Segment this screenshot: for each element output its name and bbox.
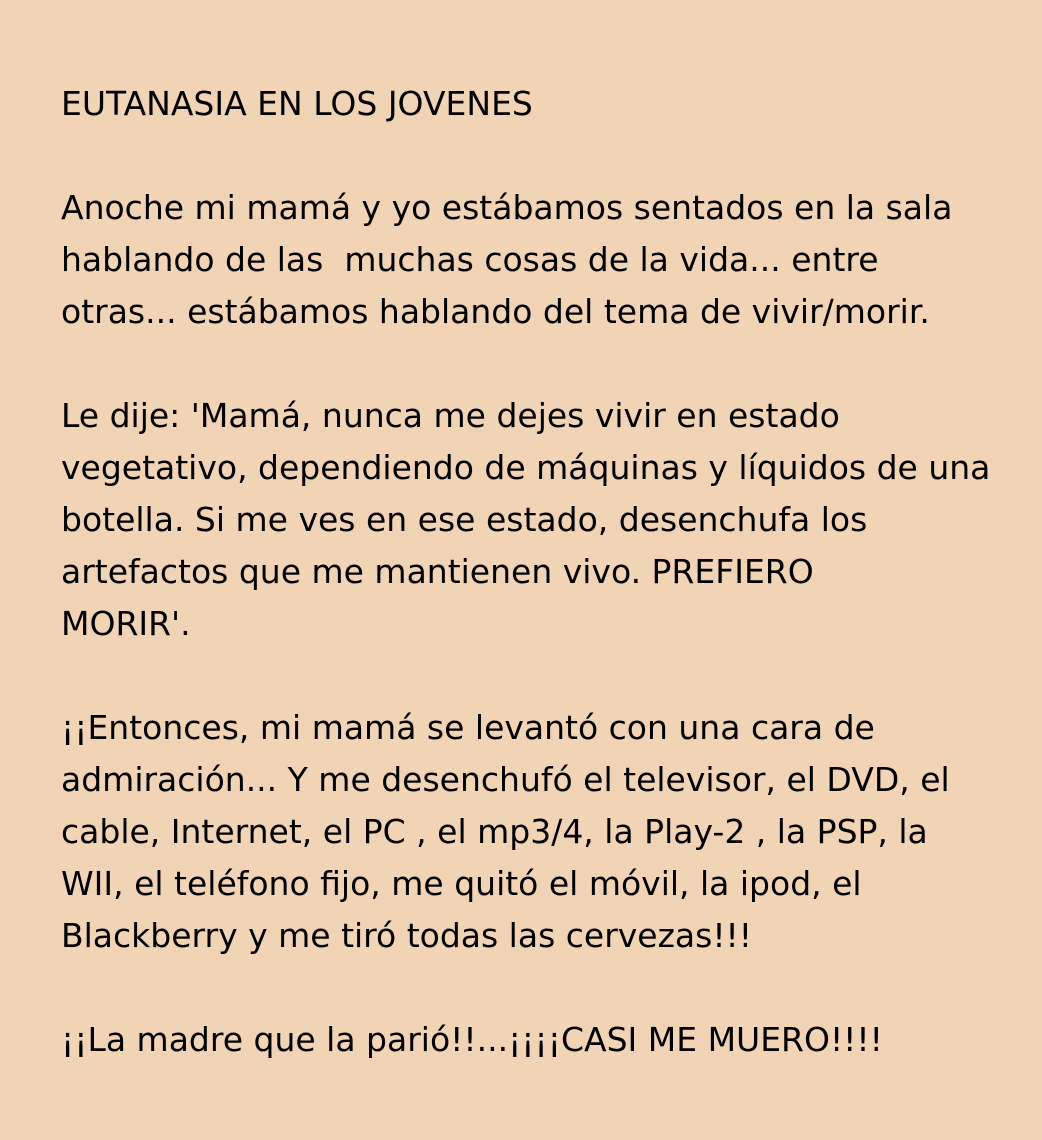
paragraph-punchline: ¡¡La madre que la parió!!...¡¡¡¡CASI ME MUERO!!!!: [61, 1020, 883, 1059]
document-title: EUTANASIA EN LOS JOVENES: [61, 84, 533, 123]
paragraph-request: Le dije: 'Mamá, nunca me dejes vivir en estado vegetativo, dependiendo de máquinas y líquidos de una botella. Si me ves en ese estado, desenchufa los artefactos que me mantienen vivo. PREFIERO MORIR'.: [61, 396, 991, 643]
paragraph-intro: Anoche mi mamá y yo estábamos sentados en la sala hablando de las muchas cosas de la vida... entre otras... estábamos hablando del tema de vivir/morir.: [61, 188, 953, 331]
paragraph-unplugging: ¡¡Entonces, mi mamá se levantó con una cara de admiración... Y me desenchufó el televisor, el DVD, el cable, Internet, el PC , el mp3/4, la Play-2 , la PSP, la WII, el teléfono fijo, me quitó el móvil, la ipod, el Blackberry y me tiró todas las cervezas!!!: [61, 708, 950, 955]
